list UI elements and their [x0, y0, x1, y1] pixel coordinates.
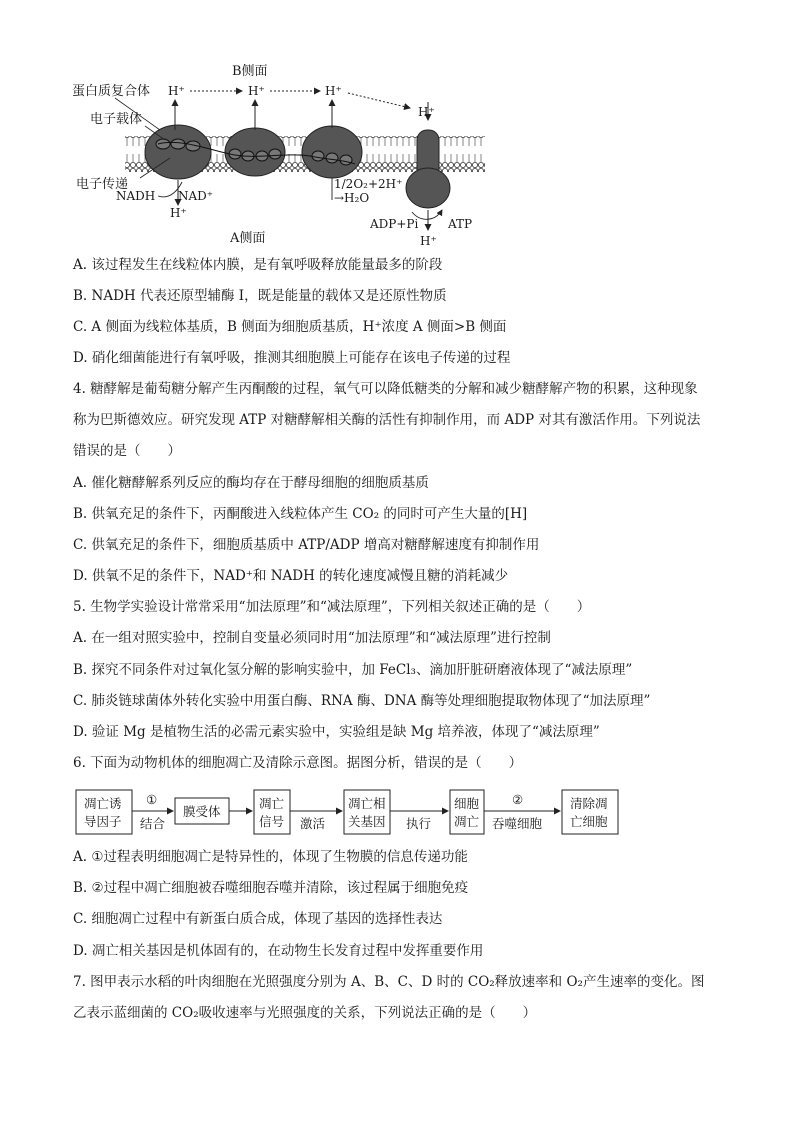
electron-transfer-label: 电子传递	[76, 177, 129, 192]
h-plus-label: H⁺	[170, 206, 187, 220]
b-side-label: B侧面	[232, 64, 268, 79]
box-gene-line2: 关基因	[348, 814, 386, 829]
q4-stem-line3: 错误的是（ ）	[73, 443, 181, 459]
h-plus-label: H⁺	[420, 234, 437, 248]
step4-number: ②	[512, 792, 524, 807]
q3-option-d: D. 硝化细菌能进行有氧呼吸，推测其细胞膜上可能存在该电子传递的过程	[73, 350, 511, 366]
q3-option-c: C. A 侧面为线粒体基质，B 侧面为细胞质基质，H⁺浓度 A 侧面>B 侧面	[73, 319, 507, 335]
q4-option-d: D. 供氧不足的条件下，NAD⁺和 NADH 的转化速度减慢且糖的消耗减少	[73, 568, 509, 584]
box-inducer-line2: 导因子	[84, 814, 122, 829]
q7-stem-line2: 乙表示蓝细菌的 CO₂吸收速率与光照强度的关系，下列说法正确的是（ ）	[73, 1005, 537, 1021]
oxygen-label: 1/2O₂+2H⁺	[334, 177, 403, 191]
step1-label: 结合	[140, 816, 166, 831]
nadh-label: NADH	[116, 189, 156, 203]
electron-transport-diagram	[70, 60, 490, 250]
a-side-label: A侧面	[230, 231, 266, 246]
h-plus-label: H⁺	[325, 84, 342, 98]
box-signal-line1: 凋亡	[259, 796, 285, 811]
step2-label: 激活	[300, 816, 326, 831]
box-clearance-line2: 亡细胞	[570, 814, 608, 829]
box-clearance-line1: 清除凋	[570, 796, 608, 811]
atp-label: ATP	[448, 217, 473, 231]
step3-label: 执行	[406, 816, 432, 831]
box-gene-line1: 凋亡相	[348, 796, 386, 811]
q6-option-d: D. 凋亡相关基因是机体固有的，在动物生长发育过程中发挥重要作用	[73, 943, 484, 959]
h-plus-label: H⁺	[168, 84, 185, 98]
q6-option-c: C. 细胞凋亡过程中有新蛋白质合成，体现了基因的选择性表达	[73, 911, 443, 927]
q5-option-b: B. 探究不同条件对过氧化氢分解的影响实验中，加 FeCl₃、滴加肝脏研磨液体现了“减法原理”	[73, 662, 633, 678]
q4-option-a: A. 催化糖酵解系列反应的酶均存在于酵母细胞的细胞质基质	[73, 475, 429, 491]
q5-stem: 5. 生物学实验设计常常采用“加法原理”和“减法原理”，下列相关叙述正确的是（ ）	[73, 599, 591, 615]
box-signal-line2: 信号	[259, 814, 285, 829]
step4-label: 吞噬细胞	[492, 816, 543, 831]
box-receptor-text: 膜受体	[183, 804, 221, 819]
q5-option-a: A. 在一组对照实验中，控制自变量必须同时用“加法原理”和“减法原理”进行控制	[73, 630, 551, 646]
water-label: →H₂O	[334, 191, 370, 205]
h-plus-label: H⁺	[248, 84, 265, 98]
q3-option-a: A. 该过程发生在线粒体内膜，是有氧呼吸释放能量最多的阶段	[73, 257, 443, 273]
q6-option-a: A. ①过程表明细胞凋亡是特异性的，体现了生物膜的信息传递功能	[73, 849, 468, 865]
q4-stem-line2: 称为巴斯德效应。研究发现 ATP 对糖酵解相关酶的活性有抑制作用，而 ADP 对其有激活作用。下列说法	[73, 412, 701, 428]
q4-stem-line1: 4. 糖酵解是葡萄糖分解产生丙酮酸的过程，氧气可以降低糖类的分解和减少糖酵解产物的积累，这种现象	[73, 381, 698, 397]
protein-complex-3	[302, 126, 362, 178]
protein-complex-label: 蛋白质复合体	[72, 84, 151, 99]
box-apoptosis-line1: 细胞	[454, 796, 480, 811]
q4-option-b: B. 供氧充足的条件下，丙酮酸进入线粒体产生 CO₂ 的同时可产生大量的[H]	[73, 506, 528, 522]
q6-option-b: B. ②过程中凋亡细胞被吞噬细胞吞噬并清除，该过程属于细胞免疫	[73, 880, 469, 896]
q5-option-c: C. 肺炎链球菌体外转化实验中用蛋白酶、RNA 酶、DNA 酶等处理细胞提取物体现了“加法原理”	[73, 693, 651, 709]
box-inducer-line1: 凋亡诱	[84, 796, 122, 811]
electron-carrier-label: 电子载体	[90, 112, 143, 127]
atp-synthase-head	[406, 168, 450, 208]
apoptosis-flow-diagram	[70, 786, 670, 840]
q5-option-d: D. 验证 Mg 是植物生活的必需元素实验中，实验组是缺 Mg 培养液，体现了“减法原理”	[73, 724, 600, 740]
adp-pi-label: ADP+Pi	[370, 217, 419, 231]
q4-option-c: C. 供氧充足的条件下，细胞质基质中 ATP/ADP 增高对糖酵解速度有抑制作用	[73, 537, 540, 553]
q7-stem-line1: 7. 图甲表示水稻的叶肉细胞在光照强度分别为 A、B、C、D 时的 CO₂释放速率和 O₂产生速率的变化。图	[73, 974, 705, 990]
q3-option-b: B. NADH 代表还原型辅酶 I，既是能量的载体又是还原性物质	[73, 288, 447, 304]
box-apoptosis-line2: 凋亡	[454, 814, 480, 829]
step1-number: ①	[146, 792, 158, 807]
h-plus-label: H⁺	[418, 105, 435, 119]
q6-stem: 6. 下面为动物机体的细胞凋亡及清除示意图。据图分析，错误的是（ ）	[73, 755, 523, 771]
nad-plus-label: NAD⁺	[178, 189, 214, 203]
